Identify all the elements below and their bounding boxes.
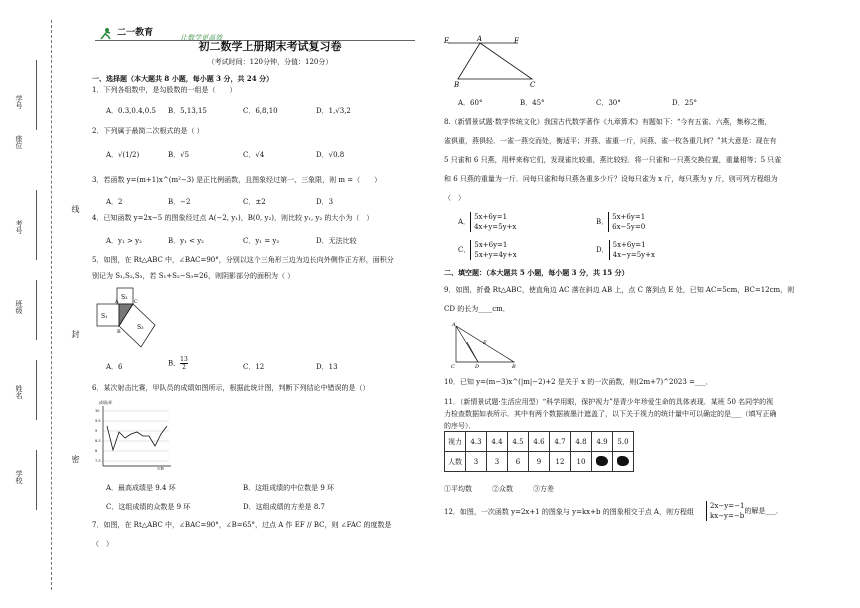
table-cell: 6 (508, 452, 529, 472)
table-cell: 10 (571, 452, 592, 472)
fig6-ytick-10: 10 (95, 409, 100, 413)
fig9-label-d: D (475, 364, 480, 370)
q7-option-b[interactable]: B．45° (520, 99, 545, 107)
q6-option-a[interactable]: A．最高成绩是 9.4 环 (106, 484, 176, 492)
q3-option-a[interactable]: A．2 (106, 198, 123, 206)
seal-mark-seal: 封 (71, 330, 80, 338)
q11-choice-2[interactable]: ②众数 (492, 485, 513, 493)
q12-system: 2x−y=−1 kx−y=−b 的解是___． (706, 501, 783, 521)
q8-option-b[interactable]: B． 5x+6y=1 6x−5y=0 (596, 213, 646, 231)
q9-stem: 9．如图，折叠 Rt△ABC，使直角边 AC 落在斜边 AB 上，点 C 落到点 E 处，已知 AC=5cm，BC=12cm，则 (444, 286, 795, 294)
cut-line (51, 20, 52, 590)
table-cell: 4.6 (529, 432, 550, 452)
fig5-label-s3: S₃ (137, 324, 144, 331)
exam-info: （考试时间：120分钟，分值：120分） (207, 58, 333, 66)
logo-brand: 二一教育 (117, 28, 154, 38)
logo-slogan: 让数学更高效 (180, 34, 223, 42)
class-field[interactable] (36, 280, 37, 340)
seal-mark-secret: 密 (71, 455, 80, 463)
fig6-ytick-9: 9 (95, 429, 98, 433)
fig9-label-a: A (452, 322, 456, 328)
q2-stem: 2．下列属于最简二次根式的是（ ） (92, 127, 204, 135)
fig6-ytick-8: 8 (95, 449, 98, 453)
table-cell: 4.9 (592, 432, 613, 452)
q8-line-4: （ ） (444, 194, 465, 202)
table-cell: 5.0 (613, 432, 634, 452)
q1-option-b[interactable]: B．5,13,15 (168, 107, 207, 115)
q2-option-c[interactable]: C．√4 (243, 151, 265, 159)
figure-q9 (448, 320, 523, 370)
table-head-vision: 视力 (445, 432, 466, 452)
q11-choice-1[interactable]: ①平均数 (444, 485, 472, 493)
q6-stem: 6．某次射击比赛，甲队员的成绩如图所示，根据此统计图，判断下列结论中错误的是（） (92, 384, 370, 392)
fig6-ytick-95: 9.5 (95, 419, 101, 423)
figure-q7 (442, 34, 552, 92)
table-row (445, 452, 634, 472)
fig9-label-e: E (483, 340, 487, 346)
table-cell: 4.4 (487, 432, 508, 452)
q10-stem: 10．已知 y=(m−3)x^(|m|−2)+2 是关于 x 的一次函数，则(2m+7)^2023 =___． (444, 378, 713, 386)
q8-option-d[interactable]: D． 5x+6y=1 4x−y=5y+x (596, 241, 655, 259)
runner-icon (98, 28, 112, 40)
q9-stem-cont: CD 的长为____cm． (444, 305, 510, 313)
q3-stem: 3．若函数 y=(m+1)x^(m²−3) 是正比例函数，且图象经过第一、三象限，则 m =（ ） (92, 176, 382, 184)
q6-option-c[interactable]: C．这组成绩的众数是 9 环 (106, 503, 191, 511)
fig7-label-a: A (477, 35, 483, 43)
q8-stem: 8.（新情景试题·数学传统文化）我国古代数学著作《九章算术》有题如下：“今有五雀、六燕，集称之衡， (444, 118, 772, 126)
q1-option-c[interactable]: C．6,8,10 (243, 107, 278, 115)
q7-option-d[interactable]: D．25° (672, 99, 698, 107)
q1-option-a[interactable]: A．0.3,0.4,0.5 (106, 107, 156, 115)
exam-no-field[interactable] (36, 190, 37, 260)
fig7-label-e: E (444, 37, 450, 45)
table-cell-ink-blot (592, 452, 613, 472)
fig5-label-s1: S₁ (101, 313, 108, 320)
table-head-count: 人数 (445, 452, 466, 472)
table-cell: 4.8 (571, 432, 592, 452)
fig7-label-b: B (454, 81, 460, 89)
school-field[interactable] (36, 450, 37, 510)
q11-line-1: 11．（新情景试题·生活应用型）“科学用眼，保护视力”是青少年珍爱生命的具体表现．某班 50 名同学的视 (444, 398, 774, 406)
binding-label-seat: 座位 (15, 135, 23, 149)
q1-option-d[interactable]: D．1,√3,2 (316, 107, 351, 115)
figure-q5 (95, 285, 165, 350)
q2-option-b[interactable]: B．√5 (168, 151, 190, 159)
q1-stem: 1．下列各组数中，是勾股数的一组是（ ） (92, 86, 237, 94)
fig7-label-c: C (530, 81, 536, 89)
q4-option-b[interactable]: B．y₁ < y₂ (168, 237, 204, 245)
q8-line-2: 5 只雀和 6 只燕，用秤来称它们，发现雀比较重，燕比较轻．将一只雀和一只燕交换位置，重量相等；5 只雀 (444, 156, 782, 164)
q4-option-c[interactable]: C．y₁ = y₂ (243, 237, 280, 245)
q11-choice-3[interactable]: ③方差 (533, 485, 554, 493)
q8-option-a[interactable]: A． 5x+6y=1 4x+y=5y+x (458, 213, 517, 231)
q8-option-c[interactable]: C． 5x+6y=1 5x+y=4y+x (458, 241, 517, 259)
binding-label-school: 学校 (15, 470, 23, 484)
q7-stem-cont: （ ） (92, 540, 113, 548)
q5-option-d[interactable]: D．13 (316, 363, 338, 371)
binding-label-student-no: 学号 (15, 95, 23, 109)
section2-heading: 二、填空题：（本大题共 5 小题，每小题 3 分，共 15 分） (444, 268, 629, 277)
fig6-score-line (107, 426, 167, 450)
fig6-ylabel: 成绩/环 (99, 400, 113, 405)
q8-line-1: 雀俱重，燕俱轻．一雀一燕交而处，衡适平；并燕、雀重一斤，问燕、雀一枚各重几何？”其大意是：现在有 (444, 137, 777, 145)
binding-margin (0, 0, 80, 608)
fig5-label-c: C (134, 299, 138, 305)
q11-line-2: 力检查数据如表所示．其中有两个数据被墨汁遮盖了，以下关于视力的统计量中可以确定的是___（填写正确 (444, 410, 777, 418)
q3-option-b[interactable]: B．−2 (168, 198, 191, 206)
q5-option-c[interactable]: C．12 (243, 363, 265, 371)
binding-label-class: 班级 (15, 300, 23, 314)
q4-option-a[interactable]: A．y₁ > y₂ (106, 237, 142, 245)
q4-option-d[interactable]: D．无法比较 (316, 237, 357, 245)
table-cell: 4.5 (508, 432, 529, 452)
table-row (445, 432, 634, 452)
fig5-label-b: B (117, 329, 121, 335)
q4-stem: 4．已知函数 y=2x−5 的图象经过点 A(−2, y₁)，B(0, y₂)，则比较 y₁, y₂ 的大小为（ ） (92, 214, 374, 222)
fig6-xlabel: 次数 (157, 467, 164, 470)
q12-stem: 12．如图，一次函数 y=2x+1 的图象与 y=kx+b 的图象相交于点 A，则方程组 (444, 508, 694, 516)
seal-mark-line: 线 (71, 205, 80, 213)
table-cell-ink-blot (613, 452, 634, 472)
vision-table (444, 431, 634, 472)
fig9-label-c: C (451, 364, 455, 370)
binding-label-exam-no: 考号 (15, 220, 23, 234)
table-cell: 3 (487, 452, 508, 472)
fig5-label-a: A (115, 299, 119, 305)
ink-blot-icon (617, 456, 629, 466)
q7-option-a[interactable]: A．60° (458, 99, 483, 107)
q5-stem: 5．如图，在 Rt△ABC 中，∠BAC=90°，分别以这个三角形三边为边长向外侧作正方形，面积分 (92, 256, 394, 264)
q3-option-c[interactable]: C．±2 (243, 198, 266, 206)
binding-label-name: 姓名 (15, 385, 23, 399)
q6-option-b[interactable]: B．这组成绩的中位数是 9 环 (243, 484, 335, 492)
page-title: 初二数学上册期末考试复习卷 (198, 40, 342, 53)
section1-heading: 一、选择题（本大题共 8 小题，每小题 3 分，共 24 分） (92, 74, 274, 83)
q2-option-a[interactable]: A．√(1/2) (106, 151, 140, 159)
q11-line-3: 的序号）． (444, 422, 476, 430)
q5-option-a[interactable]: A．6 (106, 363, 123, 371)
q8-line-3: 和 6 只燕的重量为一斤．问每只雀和每只燕各重多少斤？设每只雀为 x 斤，每只燕为 y 斤，则可列方程组为 (444, 175, 778, 183)
fig9-label-b: B (512, 364, 516, 370)
figure-q6 (95, 398, 175, 470)
q2-option-d[interactable]: D．√0.8 (316, 151, 345, 159)
q5-option-b[interactable]: B． $\frac{13}{2}$ (168, 356, 188, 371)
table-cell: 3 (466, 452, 487, 472)
table-cell: 4.3 (466, 432, 487, 452)
name-field[interactable] (36, 360, 37, 420)
ink-blot-icon (596, 456, 608, 466)
fig6-ytick-85: 8.5 (95, 439, 101, 443)
table-cell: 4.7 (550, 432, 571, 452)
table-cell: 12 (550, 452, 571, 472)
fig5-label-s2: S₂ (121, 294, 128, 301)
fig7-label-f: F (514, 37, 519, 45)
fig6-ytick-75: 7.5 (95, 459, 101, 463)
q7-stem: 7．如图，在 Rt△ABC 中，∠BAC=90°，∠B=65°，过点 A 作 EF // BC，则 ∠FAC 的度数是 (92, 521, 392, 529)
q7-option-c[interactable]: C．30° (596, 99, 621, 107)
table-cell: 9 (529, 452, 550, 472)
student-no-field[interactable] (36, 60, 37, 130)
q6-option-d[interactable]: D．这组成绩的方差是 8.7 (243, 503, 325, 511)
q3-option-d[interactable]: D．3 (316, 198, 334, 206)
q5-stem-cont: 别记为 S₁,S₂,S₃，若 S₁+S₂−S₃=26，则阴影部分的面积为（ ） (92, 272, 295, 280)
